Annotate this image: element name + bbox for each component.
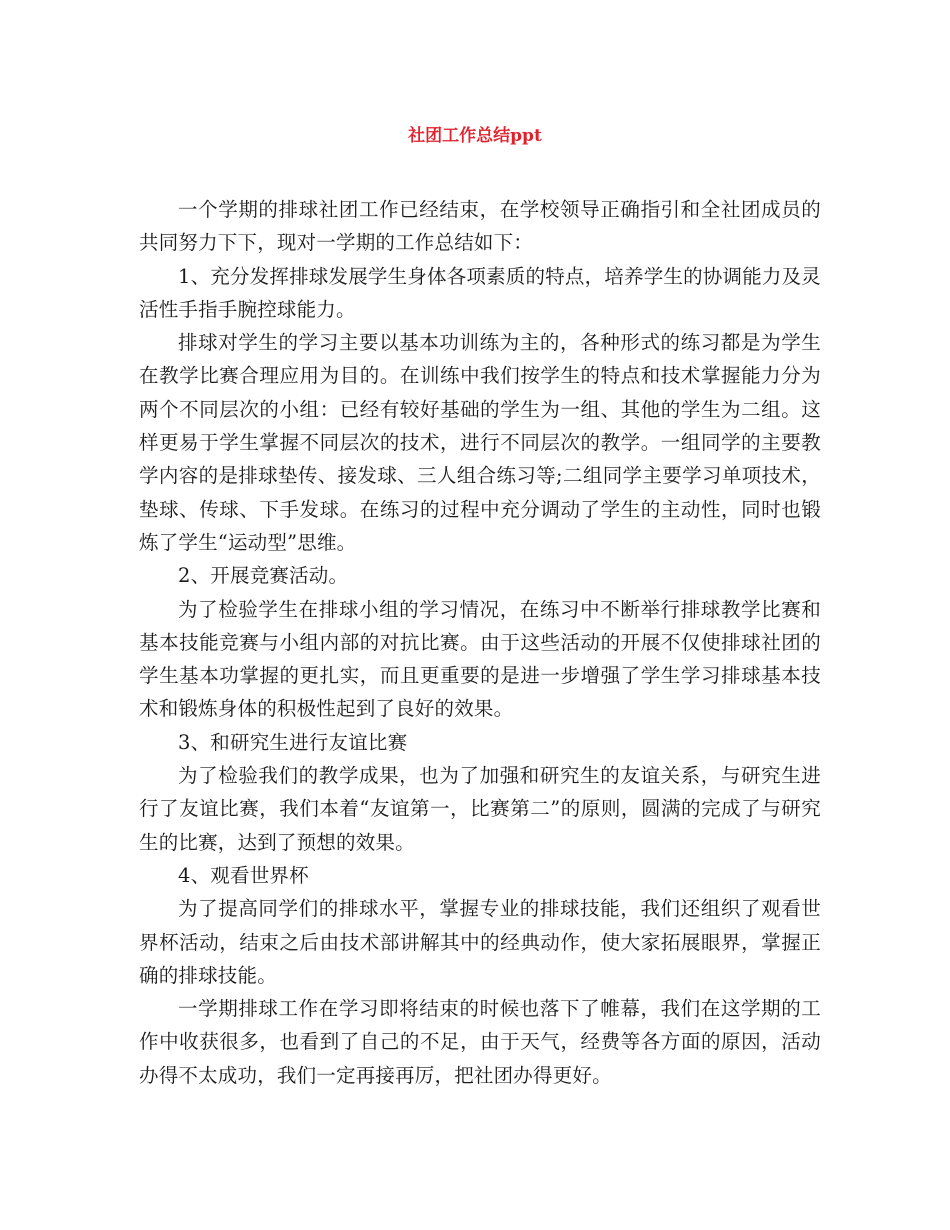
section-heading-1: 1、充分发挥排球发展学生身体各项素质的特点，培养学生的协调能力及灵活性手指手腕控球能力。	[139, 264, 822, 321]
paragraph-world-cup: 为了提高同学们的排球水平，掌握专业的排球技能，我们还组织了观看世界杯活动，结束之后由技术部讲解其中的经典动作，使大家拓展眼界，掌握正确的排球技能。	[139, 897, 821, 987]
section-heading-3: 3、和研究生进行友谊比赛	[178, 730, 408, 754]
paragraph-friendly-match: 为了检验我们的教学成果，也为了加强和研究生的友谊关系，与研究生进行了友谊比赛，我们本着“友谊第一，比赛第二”的原则，圆满的完成了与研究生的比赛，达到了预想的效果。	[139, 764, 821, 854]
document-body	[139, 193, 821, 1092]
section-heading-2: 2、开展竞赛活动。	[178, 564, 349, 588]
paragraph-conclusion: 一学期排球工作在学习即将结束的时候也落下了帷幕，我们在这学期的工作中收获很多，也看到了自己的不足，由于天气，经费等各方面的原因，活动办得不太成功，我们一定再接再厉，把社团办得更好。	[139, 997, 821, 1087]
paragraph-intro: 一个学期的排球社团工作已经结束，在学校领导正确指引和全社团成员的共同努力下下，现对一学期的工作总结如下：	[139, 198, 821, 255]
document-title: 社团工作总结ppt	[408, 126, 542, 146]
paragraph-competition: 为了检验学生在排球小组的学习情况，在练习中不断举行排球教学比赛和基本技能竞赛与小组内部的对抗比赛。由于这些活动的开展不仅使排球社团的学生基本功掌握的更扎实，而且更重要的是进一步增强了学生学习排球基本技术和锻炼身体的积极性起到了良好的效果。	[139, 597, 821, 721]
paragraph-training: 排球对学生的学习主要以基本功训练为主的，各种形式的练习都是为学生在教学比赛合理应用为目的。在训练中我们按学生的特点和技术掌握能力分为两个不同层次的小组：已经有较好基础的学生为一组、其他的学生为二组。这样更易于学生掌握不同层次的技术，进行不同层次的教学。一组同学的主要教学内容的是排球垫传、接发球、三人组合练习等;二组同学主要学习单项技术，垫球、传球、下手发球。在练习的过程中充分调动了学生的主动性，同时也锻炼了学生“运动型”思维。	[139, 331, 821, 554]
section-heading-4: 4、观看世界杯	[178, 863, 309, 887]
